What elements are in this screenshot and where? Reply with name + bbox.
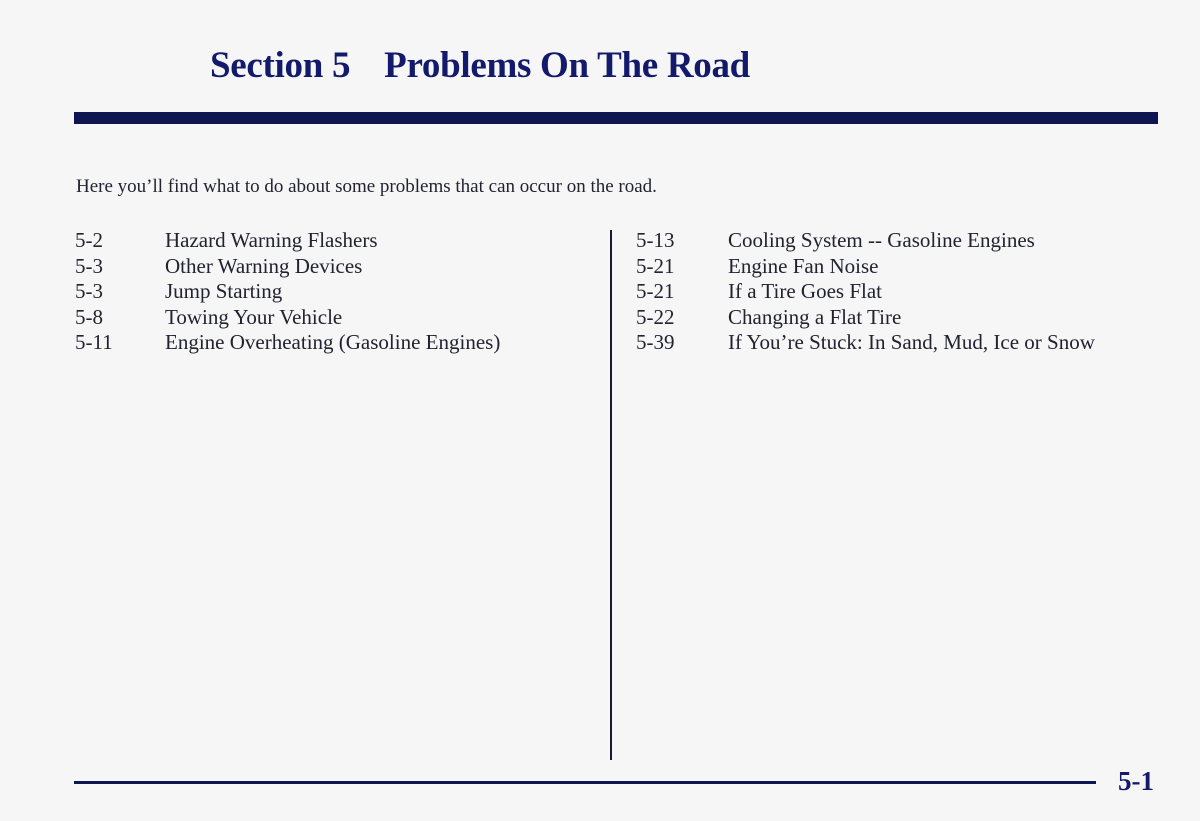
column-divider <box>610 230 612 760</box>
toc-page-number: 5-22 <box>636 304 675 329</box>
toc-title: Cooling System -- Gasoline Engines <box>728 228 1035 252</box>
toc-page-number: 5-21 <box>636 279 675 303</box>
toc-entry[interactable] <box>636 330 1095 356</box>
header-rule <box>74 112 1158 124</box>
toc-entry[interactable] <box>75 254 500 280</box>
toc-page-number: 5-39 <box>636 330 675 354</box>
toc-title: If You’re Stuck: In Sand, Mud, Ice or Snow <box>728 330 1095 354</box>
toc-page-number: 5-13 <box>636 228 675 252</box>
toc-entry[interactable] <box>636 279 1095 305</box>
toc-title: Engine Overheating (Gasoline Engines) <box>165 330 501 354</box>
toc-title: Towing Your Vehicle <box>165 304 343 329</box>
page-number: 5-1 <box>1118 766 1154 796</box>
toc-entry[interactable] <box>75 305 500 331</box>
toc-entry[interactable] <box>75 279 500 305</box>
toc-title: If a Tire Goes Flat <box>728 279 882 303</box>
toc-entry[interactable] <box>636 254 1095 280</box>
toc-page-number: 5-3 <box>75 253 103 278</box>
toc-page-number: 5-11 <box>75 330 113 354</box>
toc-title: Other Warning Devices <box>165 253 363 278</box>
toc-left-column <box>75 228 500 356</box>
section-title: Problems On The Road <box>384 45 750 86</box>
toc-entry[interactable] <box>636 228 1095 254</box>
toc-title: Hazard Warning Flashers <box>165 228 378 252</box>
intro-text: Here you’ll find what to do about some problems that can occur on the road. <box>76 176 657 197</box>
toc-page-number: 5-8 <box>75 304 103 329</box>
toc-title: Changing a Flat Tire <box>728 304 902 329</box>
toc-page-number: 5-3 <box>75 279 103 303</box>
toc-entry[interactable] <box>75 330 500 356</box>
footer-rule <box>74 781 1096 784</box>
toc-entry[interactable] <box>75 228 500 254</box>
toc-right-column <box>636 228 1095 356</box>
toc-page-number: 5-2 <box>75 228 103 252</box>
toc-entry[interactable] <box>636 305 1095 331</box>
toc-title: Engine Fan Noise <box>728 253 879 278</box>
section-heading <box>210 44 750 87</box>
toc-title: Jump Starting <box>165 279 283 303</box>
toc-page-number: 5-21 <box>636 253 675 278</box>
section-number: Section 5 <box>210 45 351 86</box>
